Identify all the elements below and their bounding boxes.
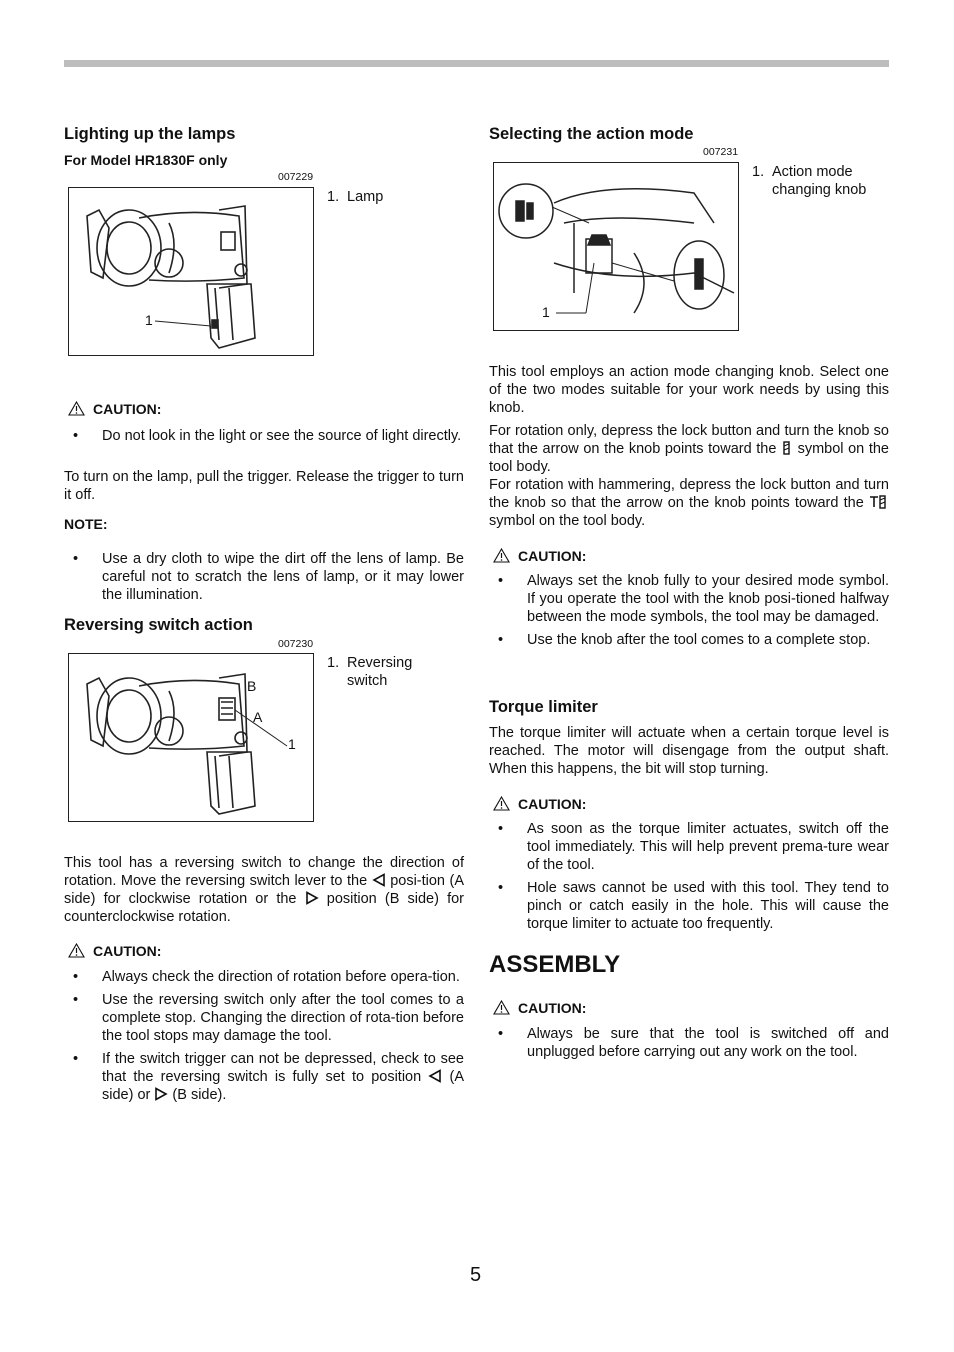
- list-item: • Use the reversing switch only after the tool comes to a complete stop. Changing the direction of rota-tion before the tool stops may damage the tool.: [64, 991, 464, 1045]
- lamp-figure: [68, 187, 314, 356]
- caution-heading: CAUTION:: [493, 796, 586, 812]
- section-title-lamps: Lighting up the lamps: [64, 125, 236, 143]
- callout-a: A: [253, 709, 263, 725]
- action-mode-figure: [493, 162, 739, 331]
- figure-code: 007229: [278, 171, 314, 183]
- list-item: • Do not look in the light or see the source of light directly.: [64, 427, 464, 445]
- note-list: [64, 550, 464, 609]
- hammer-drill-symbol-icon: [869, 495, 889, 509]
- caution-list: [64, 968, 464, 1109]
- list-item: • As soon as the torque limiter actuates, switch off the tool immediately. This will help prevent prema-ture wear of the tool.: [489, 820, 889, 874]
- page-number: 5: [470, 1264, 482, 1286]
- section-title-assembly: ASSEMBLY: [489, 951, 621, 978]
- triangle-left-icon: [428, 1069, 442, 1083]
- model-note: For Model HR1830F only: [64, 152, 228, 168]
- list-item: • Always set the knob fully to your desired mode symbol. If you operate the tool with the knob posi-tioned halfway between the mode symbols, the tool may be damaged.: [489, 572, 889, 626]
- triangle-left-icon: [372, 873, 386, 887]
- caution-heading: CAUTION:: [493, 1000, 586, 1016]
- list-item: • Hole saws cannot be used with this tool. They tend to pinch or catch easily in the hole. This will cause the torque limiter to actuate too frequently.: [489, 879, 889, 933]
- warning-triangle-icon: [493, 1000, 510, 1015]
- body-text: This tool has a reversing switch to change the direction of rotation. Move the reversing switch lever to the posi-tion (A side) for clockwise rotation or the position (B side) for counterclockwise rotation.: [64, 855, 465, 925]
- list-item: • If the switch trigger can not be depressed, check to see that the reversing switch is fully set to position (A side) or (B side).: [64, 1050, 464, 1104]
- figure-legend: 1. Lamp: [327, 189, 384, 205]
- callout-leader: [155, 318, 215, 328]
- figure-legend: 1. Action mode changing knob: [752, 164, 867, 198]
- reversing-figure: [68, 653, 314, 822]
- caution-list: [489, 820, 889, 938]
- lamp-callout-number: 1: [145, 312, 153, 328]
- caution-list: [489, 1025, 889, 1066]
- body-text: For rotation with hammering, depress the lock button and turn the knob so that the arrow on the knob points toward the symbol on the tool body.: [489, 477, 889, 529]
- caution-list: [64, 427, 464, 450]
- list-item: • Use the knob after the tool comes to a complete stop.: [489, 631, 889, 649]
- triangle-right-icon: [154, 1087, 168, 1101]
- triangle-right-icon: [305, 891, 319, 905]
- figure-code: 007231: [703, 146, 739, 158]
- body-text: To turn on the lamp, pull the trigger. Release the trigger to turn it off.: [64, 469, 464, 503]
- caution-list: [489, 572, 889, 654]
- note-heading: NOTE:: [64, 516, 108, 532]
- drill-illustration: [69, 188, 313, 355]
- caution-heading: CAUTION:: [68, 401, 161, 417]
- figure-code: 007230: [278, 638, 314, 650]
- drill-illustration: [69, 654, 313, 821]
- list-item: • Always be sure that the tool is switched off and unplugged before carrying out any work on the tool.: [489, 1025, 889, 1061]
- header-rule: [64, 60, 889, 67]
- body-text: For rotation only, depress the lock button and turn the knob so that the arrow on the knob points toward the symbol on the tool body.: [489, 423, 889, 475]
- knob-callout-number: 1: [542, 304, 550, 320]
- list-item: • Always check the direction of rotation before opera-tion.: [64, 968, 464, 986]
- warning-triangle-icon: [493, 548, 510, 563]
- knob-illustration: [494, 163, 738, 330]
- list-item: • Use a dry cloth to wipe the dirt off the lens of lamp. Be careful not to scratch the lens of lamp, or it may lower the illumination.: [64, 550, 464, 604]
- callout-number: 1: [288, 736, 296, 752]
- section-title-torque: Torque limiter: [489, 698, 598, 716]
- body-text: This tool employs an action mode changing knob. Select one of the two modes suitable for your work needs by using this knob.: [489, 364, 889, 416]
- warning-triangle-icon: [68, 943, 85, 958]
- section-title-action-mode: Selecting the action mode: [489, 125, 694, 143]
- section-title-reversing: Reversing switch action: [64, 616, 253, 634]
- warning-triangle-icon: [68, 401, 85, 416]
- figure-legend: 1. Reversing switch: [327, 655, 413, 689]
- warning-triangle-icon: [493, 796, 510, 811]
- drill-symbol-icon: [781, 441, 793, 455]
- caution-heading: CAUTION:: [68, 943, 161, 959]
- callout-b: B: [247, 678, 257, 694]
- caution-heading: CAUTION:: [493, 548, 586, 564]
- body-text: The torque limiter will actuate when a certain torque level is reached. The motor will disengage from the output shaft. When this happens, the bit will stop turning.: [489, 725, 889, 777]
